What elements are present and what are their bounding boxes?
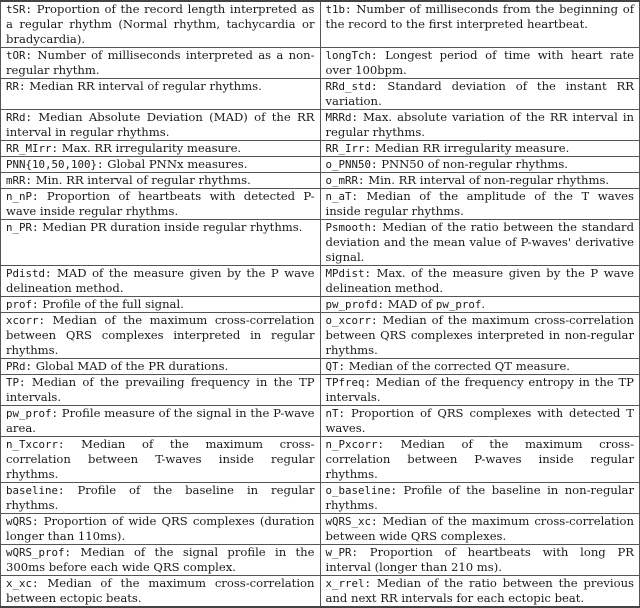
feature-description: Proportion of heartbeats with detected P-wave inside regular rhythms. bbox=[6, 189, 315, 218]
table-row bbox=[1, 173, 640, 189]
feature-cell-right bbox=[320, 406, 640, 437]
table-row bbox=[1, 514, 640, 545]
feature-description: Global PNNx measures. bbox=[103, 157, 248, 171]
feature-cell-right bbox=[320, 483, 640, 514]
feature-name: Psmooth: bbox=[325, 221, 378, 234]
feature-name: tSR: bbox=[6, 3, 33, 16]
feature-cell-left bbox=[1, 483, 321, 514]
feature-reference: pw_prof bbox=[435, 298, 482, 311]
feature-description: Number of milliseconds from the beginning of the record to the first interpreted heartbeat. bbox=[325, 2, 634, 31]
feature-cell-right bbox=[320, 514, 640, 545]
feature-description: Max. RR irregularity measure. bbox=[58, 141, 242, 155]
feature-description: Max. of the measure given by the P wave delineation method. bbox=[325, 266, 634, 295]
feature-name: QT: bbox=[325, 360, 346, 373]
feature-description: Profile of the full signal. bbox=[38, 297, 184, 311]
feature-cell-left bbox=[1, 157, 321, 173]
feature-description: Median Absolute Deviation (MAD) of the RR interval in regular rhythms. bbox=[6, 110, 315, 139]
feature-cell-left bbox=[1, 189, 321, 220]
feature-description: Median of the maximum cross-correlation between P-waves inside regular rhythms. bbox=[325, 437, 634, 481]
feature-description: Median of the ratio between the standard deviation and the mean value of P-waves' derivative signal. bbox=[325, 220, 634, 264]
feature-name: wQRS_prof: bbox=[6, 546, 72, 559]
feature-cell-left bbox=[1, 576, 321, 608]
table-row bbox=[1, 483, 640, 514]
feature-name: n_Txcorr: bbox=[6, 438, 65, 451]
table-row bbox=[1, 266, 640, 297]
feature-name: n_nP: bbox=[6, 190, 39, 203]
feature-cell-left bbox=[1, 266, 321, 297]
feature-name: prof: bbox=[6, 298, 39, 311]
feature-cell-right bbox=[320, 313, 640, 359]
table-row bbox=[1, 220, 640, 266]
feature-description: Median of the corrected QT measure. bbox=[345, 359, 570, 373]
feature-cell-left bbox=[1, 313, 321, 359]
feature-description: Median of the signal profile in the 300ms before each wide QRS complex. bbox=[6, 545, 315, 574]
feature-name: RRd: bbox=[6, 111, 33, 124]
feature-name: baseline: bbox=[6, 484, 65, 497]
feature-description: Median of the maximum cross-correlation between ectopic beats. bbox=[6, 576, 315, 605]
feature-description: Median of the maximum cross-correlation between QRS complexes interpreted in regular rhythms. bbox=[6, 313, 315, 357]
table-row bbox=[1, 48, 640, 79]
feature-description: MAD of the measure given by the P wave delineation method. bbox=[6, 266, 315, 295]
feature-description: Profile of the baseline in regular rhythms. bbox=[6, 483, 315, 512]
feature-description: Proportion of QRS complexes with detected T waves. bbox=[325, 406, 634, 435]
feature-description: Median of the amplitude of the T waves inside regular rhythms. bbox=[325, 189, 634, 218]
feature-name: pw_profd: bbox=[325, 298, 385, 311]
feature-cell-right bbox=[320, 297, 640, 313]
feature-name: PNN{10,50,100}: bbox=[6, 158, 104, 171]
feature-name: PRd: bbox=[6, 360, 33, 373]
feature-description: Proportion of wide QRS complexes (duration longer than 110ms). bbox=[6, 514, 315, 543]
feature-cell-right bbox=[320, 545, 640, 576]
feature-cell-right bbox=[320, 48, 640, 79]
feature-name: RRd_std: bbox=[325, 80, 378, 93]
feature-name: t1b: bbox=[325, 3, 352, 16]
feature-name: x_rrel: bbox=[325, 577, 372, 590]
table-body bbox=[1, 1, 640, 607]
feature-cell-right bbox=[320, 220, 640, 266]
feature-cell-left bbox=[1, 110, 321, 141]
feature-cell-left bbox=[1, 359, 321, 375]
feature-name: o_PNN50: bbox=[325, 158, 378, 171]
feature-description: Profile of the baseline in non-regular rhythms. bbox=[325, 483, 634, 512]
feature-name: o_xcorr: bbox=[325, 314, 378, 327]
table-row bbox=[1, 359, 640, 375]
feature-cell-right bbox=[320, 79, 640, 110]
feature-description: Number of milliseconds interpreted as a non-regular rhythm. bbox=[6, 48, 315, 77]
table-row bbox=[1, 79, 640, 110]
feature-name: mRR: bbox=[6, 174, 33, 187]
feature-description: Median of the maximum cross-correlation between T-waves inside regular rhythms. bbox=[6, 437, 315, 481]
feature-description: Profile measure of the signal in the P-wave area. bbox=[6, 406, 315, 435]
feature-name: n_aT: bbox=[325, 190, 359, 203]
feature-name: x_xc: bbox=[6, 577, 39, 590]
feature-cell-right bbox=[320, 437, 640, 483]
feature-description: Median of the prevailing frequency in the TP intervals. bbox=[6, 375, 315, 404]
feature-name: MPdist: bbox=[325, 267, 372, 280]
table-row bbox=[1, 375, 640, 406]
feature-cell-left bbox=[1, 48, 321, 79]
feature-cell-right bbox=[320, 157, 640, 173]
feature-description: Proportion of the record length interpreted as a regular rhythm (Normal rhythm, tachycardia or bradycardia). bbox=[6, 2, 315, 46]
feature-description: Median RR irregularity measure. bbox=[371, 141, 570, 155]
feature-description: Median of the frequency entropy in the TP intervals. bbox=[325, 375, 634, 404]
table-row bbox=[1, 437, 640, 483]
feature-description: Min. RR interval of non-regular rhythms. bbox=[364, 173, 610, 187]
feature-name: n_Pxcorr: bbox=[325, 438, 385, 451]
table-row bbox=[1, 313, 640, 359]
table-row bbox=[1, 1, 640, 48]
feature-name: Pdistd: bbox=[6, 267, 52, 280]
feature-name: nT: bbox=[325, 407, 346, 420]
feature-description: Median of the maximum cross-correlation between QRS complexes interpreted in non-regular rhythms. bbox=[325, 313, 634, 357]
feature-cell-right bbox=[320, 359, 640, 375]
feature-description: Median of the maximum cross-correlation between wide QRS complexes. bbox=[325, 514, 634, 543]
feature-name: tOR: bbox=[6, 49, 33, 62]
feature-description: PNN50 of non-regular rhythms. bbox=[377, 157, 568, 171]
table-row bbox=[1, 545, 640, 576]
feature-description: Median of the ratio between the previous and next RR intervals for each ectopic beat. bbox=[325, 576, 634, 605]
feature-description: Global MAD of the PR durations. bbox=[32, 359, 229, 373]
feature-cell-right bbox=[320, 173, 640, 189]
feature-cell-left bbox=[1, 545, 321, 576]
feature-cell-right bbox=[320, 189, 640, 220]
feature-description: Median RR interval of regular rhythms. bbox=[25, 79, 262, 93]
table-row bbox=[1, 406, 640, 437]
feature-cell-right bbox=[320, 110, 640, 141]
feature-cell-right bbox=[320, 576, 640, 608]
feature-name: wQRS_xc: bbox=[325, 515, 378, 528]
feature-cell-left bbox=[1, 406, 321, 437]
feature-cell-right bbox=[320, 141, 640, 157]
feature-name: TP: bbox=[6, 376, 26, 389]
feature-name: TPfreq: bbox=[325, 376, 372, 389]
table-row bbox=[1, 141, 640, 157]
feature-name: RR_Irr: bbox=[325, 142, 372, 155]
feature-name: MRRd: bbox=[325, 111, 359, 124]
feature-description: Proportion of heartbeats with long PR interval (longer than 210 ms). bbox=[325, 545, 634, 574]
feature-name: n_PR: bbox=[6, 221, 39, 234]
feature-cell-left bbox=[1, 220, 321, 266]
feature-cell-left bbox=[1, 375, 321, 406]
table-row bbox=[1, 189, 640, 220]
feature-name: wQRS: bbox=[6, 515, 39, 528]
feature-description: MAD of bbox=[384, 297, 436, 311]
feature-name: RR: bbox=[6, 80, 26, 93]
feature-cell-left bbox=[1, 437, 321, 483]
feature-cell-right bbox=[320, 266, 640, 297]
feature-description: Max. absolute variation of the RR interval in regular rhythms. bbox=[325, 110, 634, 139]
feature-name: w_PR: bbox=[325, 546, 359, 559]
table-row bbox=[1, 110, 640, 141]
feature-name: longTch: bbox=[325, 49, 378, 62]
feature-cell-left bbox=[1, 514, 321, 545]
feature-cell-left bbox=[1, 297, 321, 313]
feature-cell-left bbox=[1, 1, 321, 48]
feature-cell-right bbox=[320, 375, 640, 406]
feature-description: Longest period of time with heart rate over 100bpm. bbox=[325, 48, 634, 77]
feature-name: xcorr: bbox=[6, 314, 46, 327]
feature-name: o_baseline: bbox=[325, 484, 398, 497]
feature-name: pw_prof: bbox=[6, 407, 59, 420]
feature-cell-right bbox=[320, 1, 640, 48]
feature-cell-left bbox=[1, 141, 321, 157]
feature-name: o_mRR: bbox=[325, 174, 365, 187]
table-row bbox=[1, 576, 640, 608]
table-row bbox=[1, 157, 640, 173]
feature-description: Min. RR interval of regular rhythms. bbox=[32, 173, 251, 187]
feature-cell-left bbox=[1, 173, 321, 189]
feature-description: Median PR duration inside regular rhythms. bbox=[38, 220, 303, 234]
feature-description-end: . bbox=[481, 297, 486, 311]
feature-description: Standard deviation of the instant RR variation. bbox=[325, 79, 634, 108]
feature-name: RR_MIrr: bbox=[6, 142, 59, 155]
table-row bbox=[1, 297, 640, 313]
feature-cell-left bbox=[1, 79, 321, 110]
